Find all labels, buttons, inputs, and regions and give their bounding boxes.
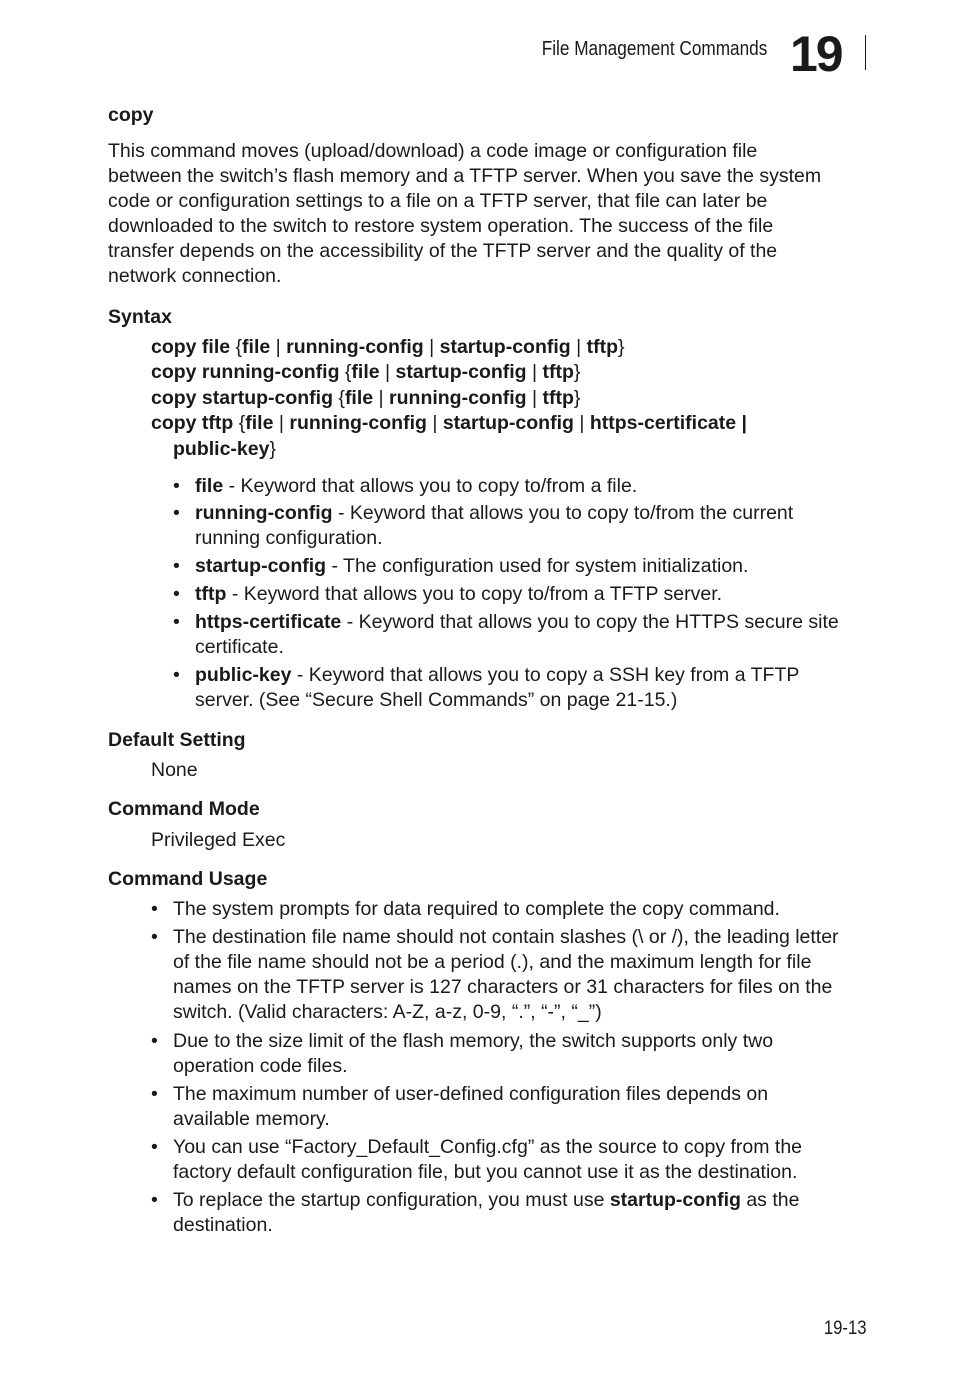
parameter-description: running configuration. xyxy=(195,527,383,549)
syntax-line xyxy=(151,335,747,360)
chapter-number: 19 xyxy=(790,26,842,82)
parameter-keyword: startup-config xyxy=(195,555,327,577)
keyword-text: file xyxy=(351,361,380,384)
parameter-keyword: file xyxy=(195,475,224,497)
plain-text: | xyxy=(573,412,590,435)
command-mode-value: Privileged Exec xyxy=(151,829,286,851)
plain-text: | xyxy=(526,361,543,384)
plain-text: The destination file name should not contain slashes (\ or /), the leading letter xyxy=(173,926,839,948)
parameter-line xyxy=(195,688,799,713)
bullet-icon: • xyxy=(173,664,180,686)
parameter-keyword: public-key xyxy=(195,664,292,686)
keyword-text: copy startup-config xyxy=(151,386,339,409)
plain-text: | xyxy=(270,336,287,358)
syntax-line xyxy=(151,411,747,436)
parameter-line xyxy=(195,501,793,526)
syntax-line xyxy=(151,386,747,411)
syntax-block xyxy=(151,335,747,462)
keyword-text: running-config xyxy=(289,412,427,435)
description-line: network connection. xyxy=(108,265,282,287)
parameter-line xyxy=(195,663,799,688)
parameter-item xyxy=(195,663,799,713)
parameter-description: - Keyword that allows you to copy a SSH key from a TFTP xyxy=(291,664,800,686)
usage-line xyxy=(173,1107,768,1132)
usage-line xyxy=(173,1029,773,1054)
parameter-keyword: tftp xyxy=(195,583,227,605)
bullet-icon: • xyxy=(173,611,180,633)
bullet-icon: • xyxy=(151,1030,158,1052)
plain-text: } xyxy=(573,386,581,409)
plain-text: { xyxy=(344,361,352,384)
bullet-icon: • xyxy=(151,898,158,920)
keyword-text: tftp xyxy=(586,336,618,358)
plain-text: | xyxy=(373,386,390,409)
plain-text: To replace the startup configuration, you must use xyxy=(173,1189,610,1211)
parameter-description: - The configuration used for system initialization. xyxy=(326,555,749,577)
usage-line xyxy=(173,925,839,950)
keyword-text: file xyxy=(344,386,374,409)
keyword-text: public-key xyxy=(173,437,270,460)
command-mode-heading: Command Mode xyxy=(108,798,260,820)
parameter-description: - Keyword that allows you to copy the HTTPS secure site xyxy=(341,611,839,633)
usage-line xyxy=(173,975,839,1000)
parameter-line xyxy=(195,610,839,635)
usage-line xyxy=(173,897,780,922)
command-description xyxy=(108,139,821,289)
keyword-text: copy tftp xyxy=(151,412,239,435)
plain-text: The system prompts for data required to complete the copy command. xyxy=(173,898,780,920)
plain-text: Due to the size limit of the flash memory, the switch supports only two xyxy=(173,1030,774,1052)
plain-text: | xyxy=(526,386,543,409)
usage-line xyxy=(173,1213,799,1238)
plain-text: as the xyxy=(740,1189,800,1211)
plain-text: } xyxy=(573,361,581,384)
usage-item xyxy=(173,1082,768,1132)
usage-line xyxy=(173,1160,802,1185)
command-usage-heading: Command Usage xyxy=(108,868,268,890)
parameter-line xyxy=(195,554,748,579)
page-number: 19-13 xyxy=(824,1318,867,1339)
keyword-text: file xyxy=(242,336,271,358)
keyword-text: file xyxy=(245,412,274,435)
usage-item xyxy=(173,1029,773,1079)
bullet-icon: • xyxy=(151,1136,158,1158)
keyword-text: tftp xyxy=(542,386,574,409)
usage-line xyxy=(173,1188,799,1213)
parameter-description: - Keyword that allows you to copy to/from a file. xyxy=(223,475,638,497)
usage-item xyxy=(173,897,780,922)
plain-text: names on the TFTP server is 127 characters or 31 characters for files on the xyxy=(173,976,833,998)
parameter-line xyxy=(195,474,637,499)
keyword-text: running-config xyxy=(286,336,424,358)
parameter-description: - Keyword that allows you to copy to/from a TFTP server. xyxy=(226,583,723,605)
parameter-keyword: https-certificate xyxy=(195,611,342,633)
parameter-item xyxy=(195,582,722,607)
keyword-text: startup-config xyxy=(395,361,527,384)
plain-text: | xyxy=(379,361,396,384)
description-line: transfer depends on the accessibility of the TFTP server and the quality of the xyxy=(108,240,778,262)
command-title: copy xyxy=(108,104,154,126)
parameter-item xyxy=(195,554,748,579)
plain-text: | xyxy=(423,336,440,358)
plain-text: available memory. xyxy=(173,1108,330,1130)
parameter-item xyxy=(195,474,637,499)
keyword-text: startup-config xyxy=(442,412,574,435)
keyword-text: tftp xyxy=(542,361,574,384)
description-line: between the switch’s flash memory and a TFTP server. When you save the system xyxy=(108,165,822,187)
bullet-icon: • xyxy=(151,1083,158,1105)
bullet-icon: • xyxy=(173,502,180,524)
description-line: code or configuration settings to a file on a TFTP server, that file can later be xyxy=(108,190,768,212)
keyword-text: startup-config xyxy=(439,336,571,358)
plain-text: of the file name should not be a period (.), and the maximum length for file xyxy=(173,951,812,973)
parameter-description: certificate. xyxy=(195,636,284,658)
plain-text: | xyxy=(273,412,290,435)
plain-text: destination. xyxy=(173,1214,273,1236)
default-setting-value: None xyxy=(151,759,198,781)
syntax-line xyxy=(151,437,747,462)
plain-text: factory default configuration file, but you cannot use it as the destination. xyxy=(173,1161,798,1183)
plain-text: The maximum number of user-defined configuration files depends on xyxy=(173,1083,769,1105)
usage-line xyxy=(173,1135,802,1160)
keyword-text: copy file xyxy=(151,336,236,358)
plain-text: } xyxy=(618,336,625,358)
chapter-divider xyxy=(865,35,866,70)
plain-text: switch. (Valid characters: A-Z, a-z, 0-9, “.”, “-”, “_”) xyxy=(173,1001,602,1023)
bullet-icon: • xyxy=(173,583,180,605)
syntax-line xyxy=(151,360,747,385)
plain-text: } xyxy=(269,437,276,460)
parameter-keyword: running-config xyxy=(195,502,333,524)
parameter-description: - Keyword that allows you to copy to/from the current xyxy=(332,502,794,524)
keyword-text: copy running-config xyxy=(151,361,345,384)
syntax-heading: Syntax xyxy=(108,306,172,328)
keyword-text: running-config xyxy=(389,386,527,409)
plain-text: You can use “Factory_Default_Config.cfg” as the source to copy from the xyxy=(173,1136,803,1158)
bullet-icon: • xyxy=(173,475,180,497)
plain-text: { xyxy=(338,386,345,409)
plain-text: { xyxy=(235,336,243,358)
parameter-description: server. (See “Secure Shell Commands” on page 21-15.) xyxy=(195,689,678,711)
plain-text: operation code files. xyxy=(173,1055,348,1077)
parameter-item xyxy=(195,610,839,660)
parameter-line xyxy=(195,582,722,607)
bullet-icon: • xyxy=(173,555,180,577)
parameter-item xyxy=(195,501,793,551)
running-header-title: File Management Commands xyxy=(541,38,767,60)
usage-line xyxy=(173,1000,839,1025)
description-line: downloaded to the switch to restore system operation. The success of the file xyxy=(108,215,774,237)
usage-item xyxy=(173,925,839,1025)
bullet-icon: • xyxy=(151,926,158,948)
usage-item xyxy=(173,1135,802,1185)
plain-text: | xyxy=(426,412,443,435)
usage-line xyxy=(173,1082,768,1107)
usage-line xyxy=(173,950,839,975)
default-setting-heading: Default Setting xyxy=(108,729,246,751)
parameter-line xyxy=(195,526,793,551)
usage-item xyxy=(173,1188,799,1238)
parameter-line xyxy=(195,635,839,660)
plain-text: | xyxy=(570,336,587,358)
bullet-icon: • xyxy=(151,1189,158,1211)
keyword-text: startup-config xyxy=(609,1189,741,1211)
description-line: This command moves (upload/download) a code image or configuration file xyxy=(108,140,758,162)
keyword-text: https-certificate | xyxy=(589,412,747,435)
plain-text: { xyxy=(238,412,246,435)
usage-line xyxy=(173,1054,773,1079)
